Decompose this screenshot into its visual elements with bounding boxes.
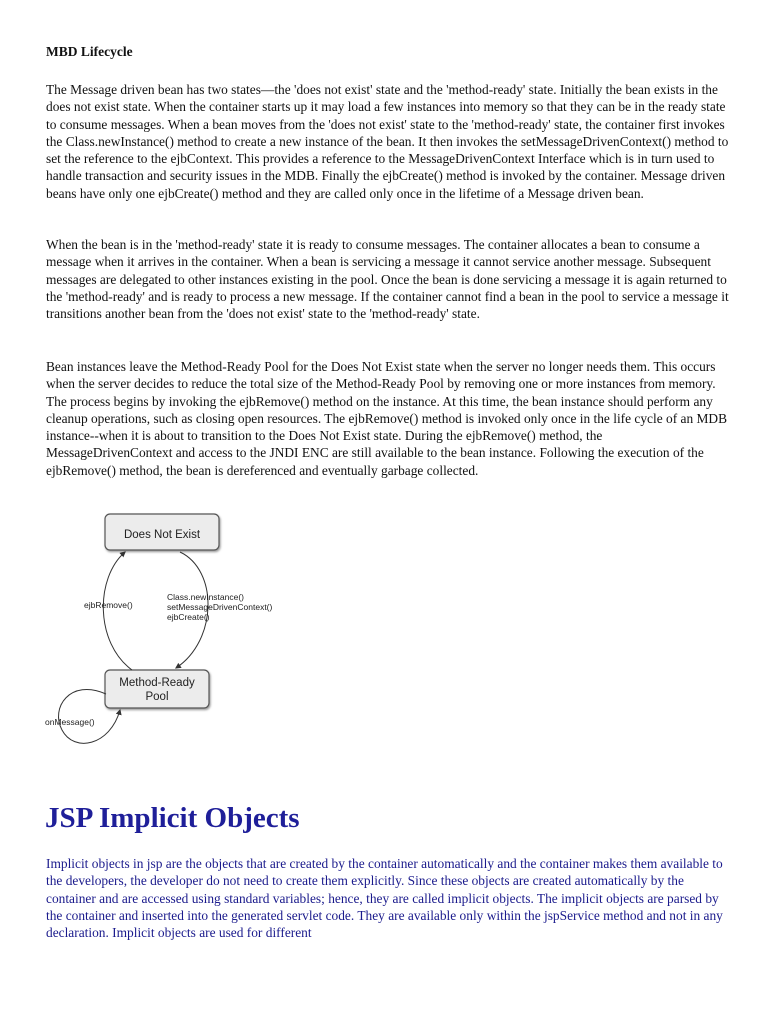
state-method-ready-pool [105, 670, 209, 708]
state-does-not-exist [105, 514, 219, 550]
create-label-line2: setMessageDrivenContext() [167, 602, 273, 612]
onmessage-label: onMessage() [45, 717, 95, 727]
create-label-line3: ejbCreate() [167, 612, 210, 622]
create-label-line1: Class.newInstance() [167, 592, 245, 602]
state-method-ready-label-line2: Pool [145, 691, 169, 703]
mdb-paragraph-method-ready: When the bean is in the 'method-ready' state it is ready to consume messages. The container allocates a bean to consume a message when it arrives in the container. When a bean is servicing a message it cannot service another message. Subsequent messages are delegated to other instances existing in the pool. Once the bean is done servicing a message it is again returned to the 'method-ready' and is ready to process a new message. If the container cannot find a bean in the pool to service a message it transitions another bean from the 'does not exist' state to the 'method-ready' state. [46, 237, 729, 322]
jsp-implicit-objects-heading: JSP Implicit Objects [45, 802, 300, 834]
ejbremove-transition-arrow [103, 552, 132, 670]
state-method-ready-label-line1: Method-Ready [119, 677, 195, 689]
mdb-paragraph-removal: Bean instances leave the Method-Ready Pool for the Does Not Exist state when the server no longer needs them. This occurs when the server decides to reduce the total size of the Method-Ready Pool by removing one or more instances from memory. The process begins by invoking the ejbRemove() method on the instance. At this time, the bean instance should perform any cleanup operations, such as closing open resources. The ejbRemove() method is invoked only once in the life cycle of an MDB instance--when it is about to transition to the Does Not Exist state. During the ejbRemove() method, the MessageDrivenContext and access to the JNDI ENC are still available to the bean instance. Following the execution of the ejbRemove() method, the bean is dereferenced and eventually garbage collected. [46, 359, 727, 478]
jsp-implicit-objects-paragraph: Implicit objects in jsp are the objects that are created by the container automatically and the container makes them available to the developers, the developer do not need to create them explicitly. Since these objects are created automatically by the container and are accessed using standard variables; hence, they are called implicit objects. The implicit objects are parsed by the container and inserted into the generated servlet code. They are available only within the jspService method and not in any declaration. Implicit objects are used for different [46, 856, 723, 941]
state-does-not-exist-label: Does Not Exist [123, 529, 201, 541]
ejbremove-label: ejbRemove() [84, 600, 133, 610]
mdb-lifecycle-diagram [40, 508, 300, 753]
mdb-lifecycle-heading: MBD Lifecycle [46, 44, 133, 59]
mdb-paragraph-states: The Message driven bean has two states—the 'does not exist' state and the 'method-ready' state. Initially the bean exists in the does not exist state. When the container starts up it may load a few instances into memory so that they can be in the ready state to consume messages. When a bean moves from the 'does not exist' state to the 'method-ready' state, the container first invokes the Class.newInstance() method to create a new instance of the bean. It then invokes the setMessageDrivenContext() method to set the reference to the ejbContext. This provides a reference to the MessageDrivenContext Interface which is in turn used to handle transaction and security issues in the MDB. Finally the ejbCreate() method is invoked by the container. Message driven beans have only one ejbCreate() method and they are called only once in the lifetime of a Message driven bean. [46, 82, 729, 201]
